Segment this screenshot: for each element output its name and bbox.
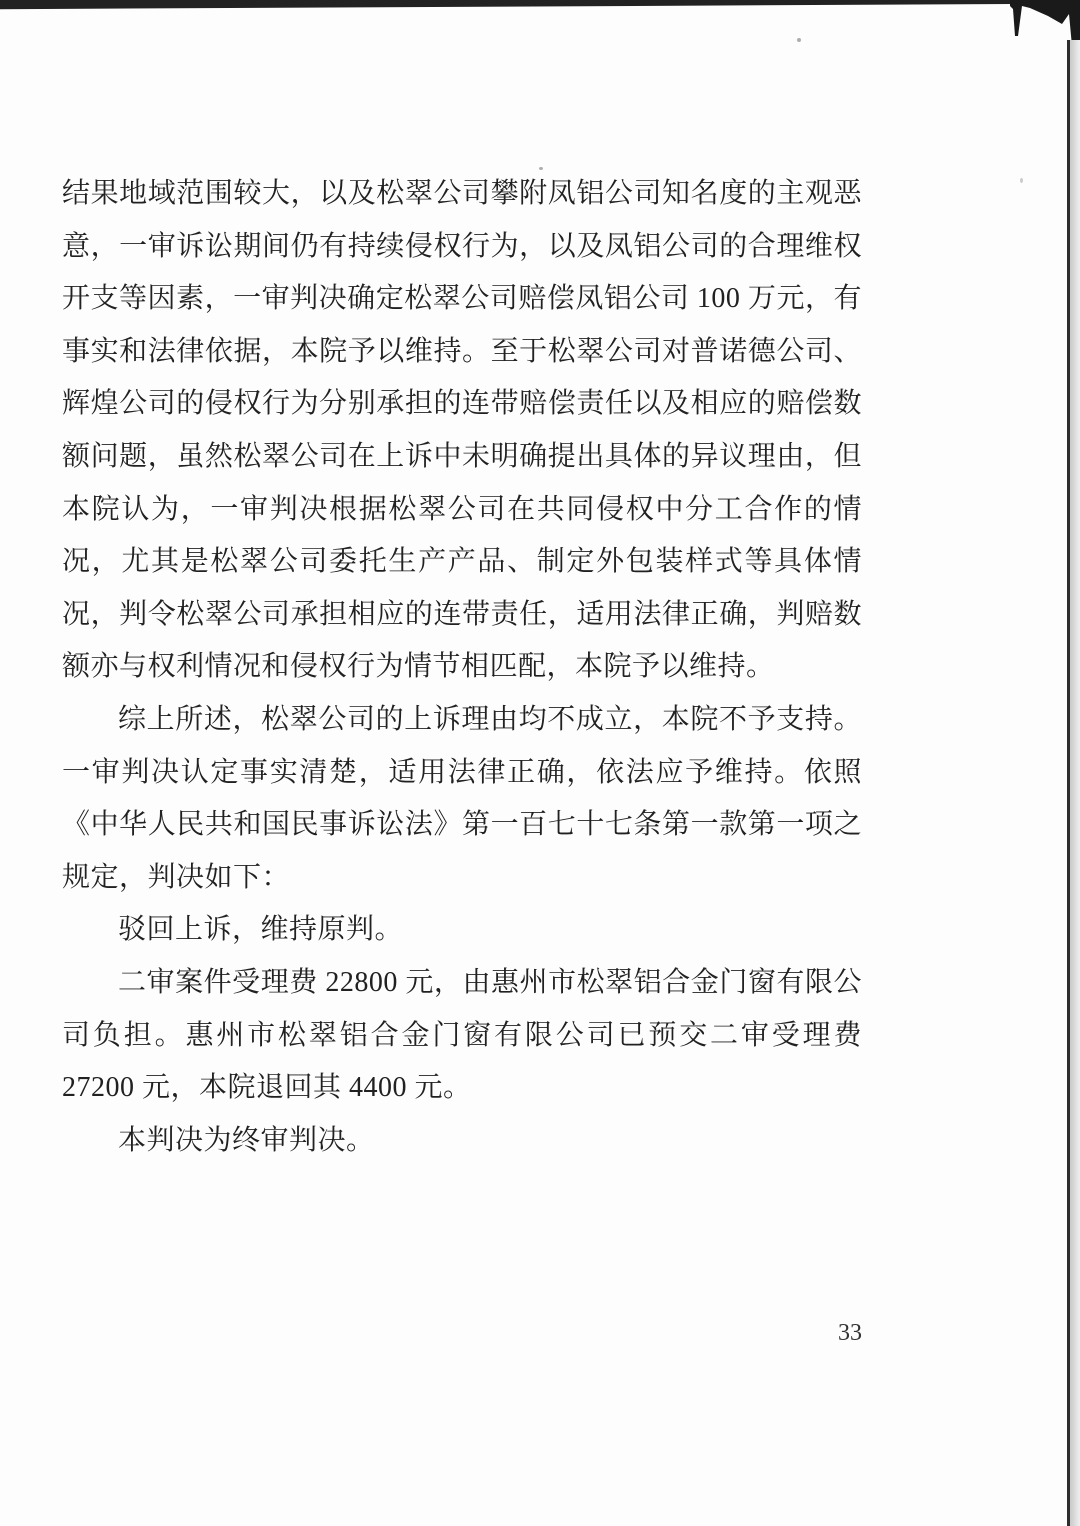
scan-artifact-right-edge-shadow	[1070, 40, 1080, 1526]
paragraph-court-fees: 二审案件受理费 22800 元，由惠州市松翠铝合金门窗有限公司负担。惠州市松翠铝合金门窗有限公司已预交二审受理费 27200 元，本院退回其 4400 元。	[62, 966, 862, 1104]
scan-speck	[1020, 178, 1023, 183]
paragraph-final-judgment: 本判决为终审判决。	[118, 1124, 375, 1156]
paragraph-conclusion: 综上所述，松翠公司的上诉理由均不成立，本院不予支持。一审判决认定事实清楚，适用法律正确，依法应予维持。依照《中华人民共和国民事诉讼法》第一百七十七条第一款第一项之规定，判决如下：	[62, 703, 862, 893]
paragraph-continuation: 结果地域范围较大，以及松翠公司攀附凤铝公司知名度的主观恶意，一审诉讼期间仍有持续侵权行为，以及凤铝公司的合理维权开支等因素，一审判决确定松翠公司赔偿凤铝公司 100 万元，有事实和法律依据，本院予以维持。至于松翠公司对普诺德公司、辉煌公司的侵权行为分别承担的连带赔偿责任以及相应的赔偿数额问题，虽然松翠公司在上诉中未明确提出具体的异议理由，但本院认为，一审判决根据松翠公司在共同侵权中分工合作的情况，尤其是松翠公司委托生产产品、制定外包装样式等具体情况，判令松翠公司承担相应的连带责任，适用法律正确，判赔数额亦与权利情况和侵权行为情节相匹配，本院予以维持。	[62, 178, 862, 683]
page-number: 33	[838, 1320, 862, 1346]
judgment-text-block	[62, 168, 862, 1167]
scan-speck	[797, 38, 801, 42]
paragraph-ruling: 驳回上诉，维持原判。	[118, 914, 404, 946]
scan-artifact-top-edge	[0, 0, 1014, 10]
